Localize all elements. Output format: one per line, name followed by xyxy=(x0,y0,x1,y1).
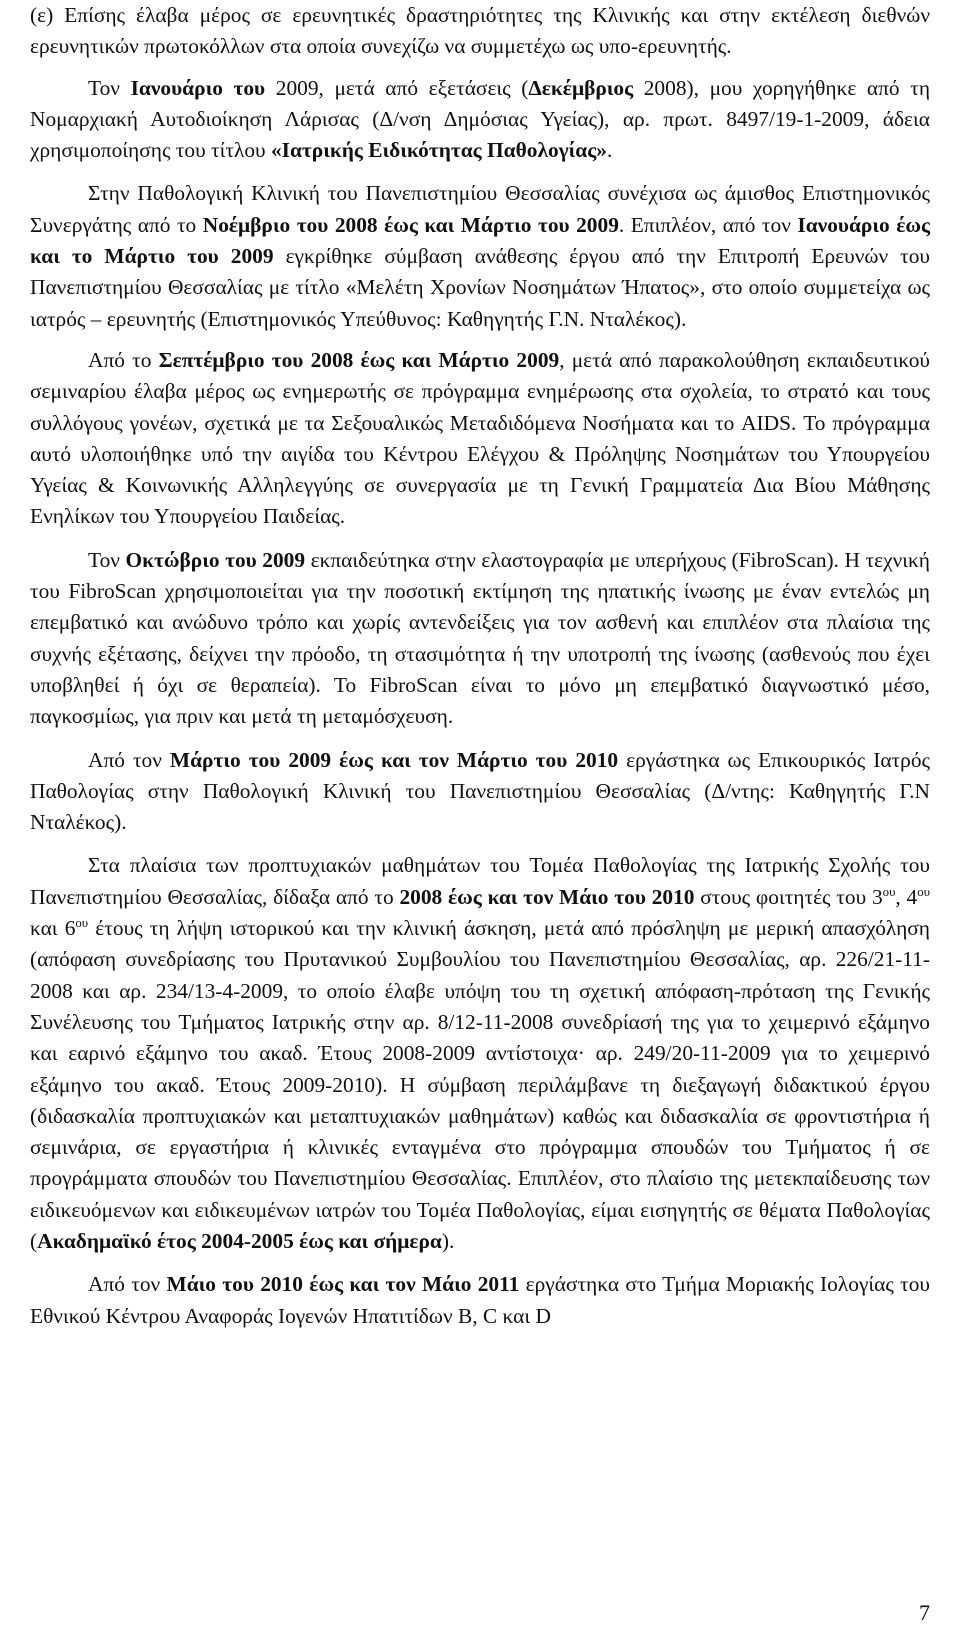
text-run: έτους τη λήψη ιστορικού και την κλινική άσκηση, μετά από πρόσληψη με μερική απασχόληση (απόφαση συνεδρίασης του Πρυτανικού Συμβουλίου του Πανεπιστημίου Θεσσαλίας, αρ. 226/21-11-2008 και αρ. 234/13-4-2009, το οποίο έλαβε υπόψη του τη σχετική απόφαση-πρόταση της Γενικής Συνέλευσης του Τμήματος Ιατρικής στην αρ. 8/12-11-2008 συνεδρίασή της για το χειμερινό εξάμηνο και εαρινό εξάμηνο του ακαδ. Έτους 2008-2009 αντίστοιχα· αρ. 249/20-11-2009 για το χειμερινό εξάμηνο του ακαδ. Έτους 2009-2010). Η σύμβαση περιλάμβανε τη διεξαγωγή διδακτικού έργου (διδασκαλία προπτυχιακών και μεταπτυχιακών μαθημάτων) καθώς και διδασκαλία σε φροντιστήρια ή σεμινάρια, σε εργαστήρια ή κλινικές ενταγμένα στο πρόγραμμα σπουδών του Τμήματος ή σε προγράμματα σπουδών του Πανεπιστημίου Θεσσαλίας. Επιπλέον, στο πλαίσιο της μετεκπαίδευσης των ειδικευόμενων και ειδικευμένων ιατρών του Τομέα Παθολογίας, είμαι εισηγητής σε θέματα Παθολογίας ( xyxy=(30,916,930,1253)
text-run: Από τον xyxy=(88,747,170,772)
paragraph-sti-education-program xyxy=(30,345,930,533)
text-run: εγκρίθηκε σύμβαση ανάθεσης έργου από την Επιτροπή Ερευνών του Πανεπιστημίου Θεσσαλίας με τίτλο «Μελέτη Χρονίων Νοσημάτων Ήπατος», στο οποίο συμμετείχα ως ιατρός – ερευνητής (Επιστημονικός Υπεύθυνος: Καθηγητής Γ.Ν. Νταλέκος). xyxy=(30,244,931,331)
paragraph-research-activities xyxy=(30,0,930,63)
ordinal-superscript: ου xyxy=(75,915,89,930)
text-run: Από το xyxy=(88,347,159,372)
bold-run: Δεκέμβριος xyxy=(528,75,634,100)
bold-run: 2008 έως και τον Μάιο του 2010 xyxy=(399,884,695,909)
text-run: ). xyxy=(441,1228,455,1253)
bold-run: Μάιο του 2010 έως και τον Μάιο 2011 xyxy=(166,1272,520,1297)
text-run: εργάστηκα στο Τμήμα Μοριακής Ιολογίας του Εθνικού Κέντρου Αναφοράς Ιογενών Ηπατιτίδων B, C και D xyxy=(30,1272,931,1328)
paragraph-scientific-collaborator xyxy=(30,178,930,334)
paragraph-adjunct-physician xyxy=(30,745,930,839)
text-run: . xyxy=(606,138,613,163)
bold-run: «Ιατρικής Ειδικότητας Παθολογίας» xyxy=(270,138,607,163)
text-run: και 6 xyxy=(30,916,76,941)
bold-run: Νοέμβριο του 2008 έως και Μάρτιο του 2009 xyxy=(202,212,619,237)
text-run: εργάστηκα ως Επικουρικός Ιατρός Παθολογίας στην Παθολογική Κλινική του Πανεπιστημίου Θεσσαλίας (Δ/ντης: Καθηγητής Γ.Ν Νταλέκος). xyxy=(30,747,930,835)
text-run: 2008), μου χορηγήθηκε από τη Νομαρχιακή Αυτοδιοίκηση Λάρισας (Δ/νση Δημόσιας Υγείας), αρ. πρωτ. 8497/19-1-2009, άδεια χρησιμοποίησης του τίτλου xyxy=(30,75,930,163)
bold-run: Σεπτέμβριο του 2008 έως και Μάρτιο xyxy=(158,347,510,372)
text-run: . Επιπλέον, από τον xyxy=(618,212,798,237)
paragraph-undergraduate-teaching xyxy=(30,850,930,1257)
bold-run: Οκτώβριο του 2009 xyxy=(125,547,306,572)
text-run: Στα πλαίσια των προπτυχιακών μαθημάτων του Τομέα Παθολογίας της Ιατρικής Σχολής του Πανεπιστημίου Θεσσαλίας, δίδαξα από το xyxy=(30,853,930,909)
ordinal-superscript: ου xyxy=(882,884,896,899)
bold-run: Μάρτιο του 2009 έως και τον Μάρτιο του 2010 xyxy=(169,747,619,772)
text-run: , μετά από παρακολούθηση εκπαιδευτικού σεμιναρίου έλαβα μέρος ως ενημερωτής σε πρόγραμμα ενημέρωσης στα σχολεία, το στρατό και τους συλλόγους γονέων, σχετικά με τα Σεξουαλικώς Μεταδιδόμενα Νοσήματα και το AIDS. Το πρόγραμμα αυτό υλοποιήθηκε υπό την αιγίδα του Κέντρου Ελέγχου & Πρόληψης Νοσημάτων του Υπουργείου Υγείας & Κοινωνικής Αλληλεγγύης σε συνεργασία με τη Γενική Γραμματεία Δια Βίου Μάθησης Ενηλίκων του Υπουργείου Παιδείας. xyxy=(30,347,930,529)
text-run: (ε) Επίσης έλαβα μέρος σε ερευνητικές δραστηριότητες της Κλινικής και στην εκτέλεση διεθνών ερευνητικών πρωτοκόλλων στα οποία συνεχίζω να συμμετέχω ως υπο-ερευνητής. xyxy=(30,3,930,59)
bold-run: Ιανουάριο του xyxy=(130,75,266,100)
text-run: 2009, μετά από εξετάσεις ( xyxy=(265,75,529,100)
text-run: στους φοιτητές του 3 xyxy=(694,884,883,909)
text-run: Στην Παθολογική Κλινική του Πανεπιστημίου Θεσσαλίας συνέχισα ως άμισθος Επιστημονικός Συνεργάτης από το xyxy=(30,181,930,237)
ordinal-superscript: ου xyxy=(917,884,930,899)
text-run: Τον xyxy=(88,547,126,572)
paragraph-specialty-title-license xyxy=(30,73,930,167)
paragraph-molecular-virology xyxy=(30,1269,930,1332)
page-number: 7 xyxy=(919,1600,930,1625)
text-run: Τον xyxy=(88,75,131,100)
paragraph-fibroscan-training xyxy=(30,545,930,733)
bold-run: Ιανουάριο έως και το Μάρτιο του 2009 xyxy=(30,212,930,269)
text-run: εκπαιδεύτηκα στην ελαστογραφία με υπερήχους (FibroScan). Η τεχνική του FibroScan χρησιμοποιείται για την ποσοτική εκτίμηση της ηπατικής ίνωσης με έναν εντελώς μη επεμβατικό και ανώδυνο τρόπο και χωρίς αντενδείξεις για τον ασθενή και επιπλέον στα πλαίσια της συχνής εξέτασης, δείχνει την πρόοδο, τη στασιμότητα ή την υποτροπή της ίνωσης (ασθενούς που έχει υποβληθεί ή όχι σε θεραπεία). Το FibroScan είναι το μόνο μη επεμβατικό διαγνωστικό μέσο, παγκοσμίως, για πριν και μετά τη μεταμόσχευση. xyxy=(30,547,930,729)
text-run: , 4 xyxy=(895,884,918,909)
document-page xyxy=(30,0,930,1332)
bold-run: Ακαδημαϊκό έτος 2004-2005 έως και σήμερα xyxy=(37,1228,442,1253)
text-run: Από τον xyxy=(88,1272,167,1297)
bold-run: 2009 xyxy=(516,347,560,372)
